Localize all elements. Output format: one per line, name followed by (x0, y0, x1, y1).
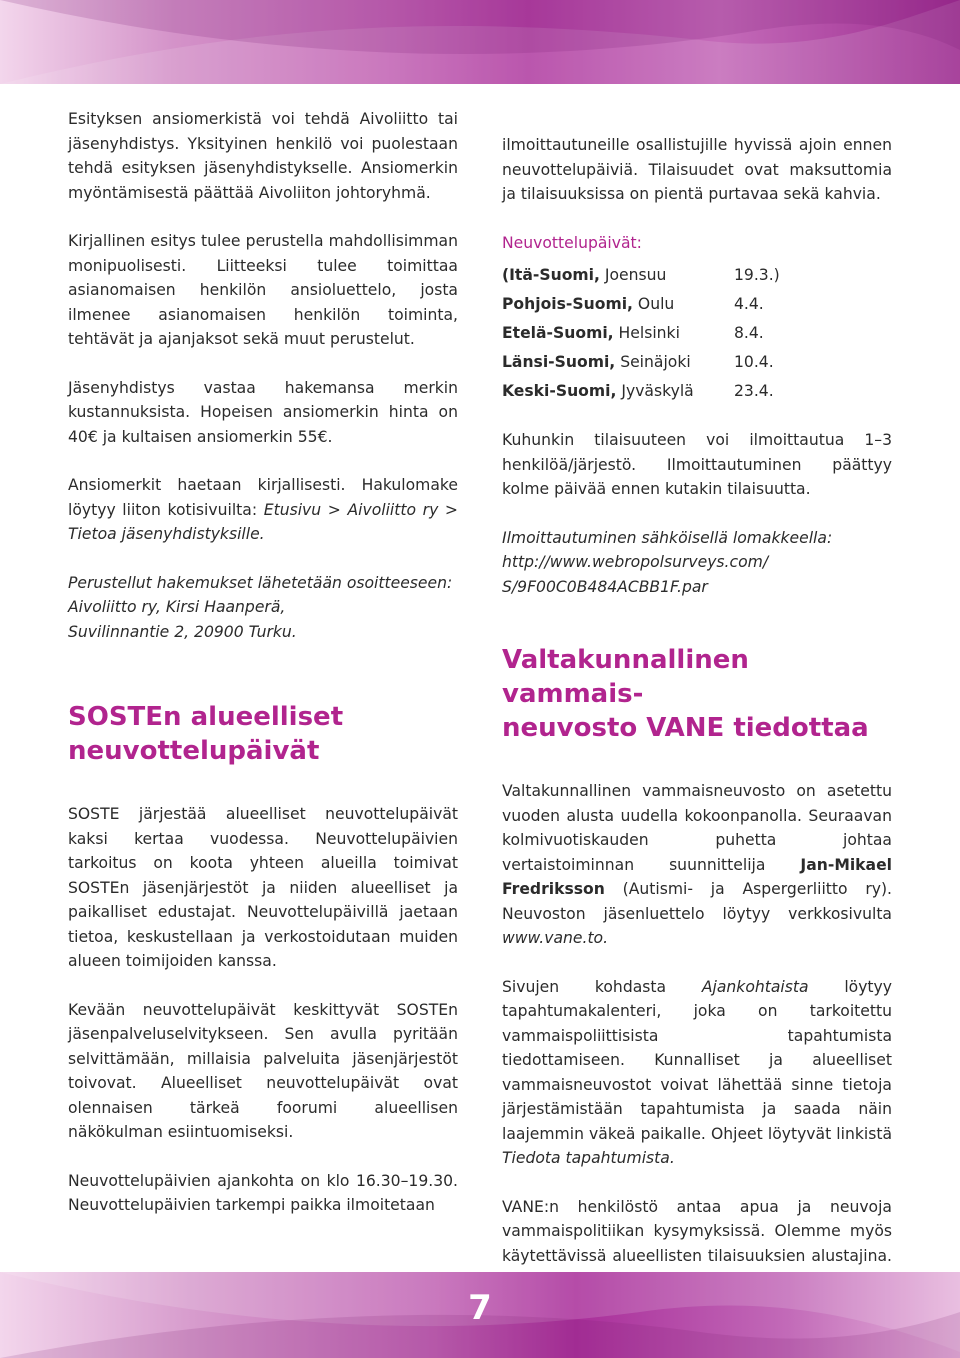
schedule-row (502, 261, 780, 290)
page-number: 7 (468, 1288, 492, 1328)
site-path: Etusivu > Aivoliitto ry > Tietoa jäsenyhdistyksille. (68, 500, 458, 543)
paragraph (502, 975, 892, 1171)
paragraph-text: Ansiomerkit haetaan kirjallisesti. Hakulomake löytyy liiton kotisivuilta: (68, 476, 458, 519)
address-line: Aivoliitto ry, Kirsi Haanperä, (68, 598, 286, 616)
paragraph-text: (Autismi- ja Aspergerliitto ry). Neuvoston jäsenluettelo löytyy verkkosivulta (502, 880, 892, 923)
heading-line: neuvottelupäivät (68, 736, 320, 766)
region-name: Etelä-Suomi, (502, 324, 614, 343)
paragraph: VANE:n henkilöstö antaa apua ja neuvoja vammaispolitiikan kysymyksissä. Olemme myös käytettävissä alueellisten tilaisuuksien alustajina. (502, 1197, 892, 1265)
address-line: Suvilinnantie 2, 20900 Turku. (68, 622, 297, 641)
paragraph: Kuhunkin tilaisuuteen voi ilmoittautua 1–3 henkilöä/järjestö. Ilmoittautuminen päättyy kolme päivää ennen kutakin tilaisuutta. (502, 431, 892, 498)
city-name: Oulu (632, 295, 675, 314)
address-block (68, 571, 458, 645)
person-name: Jan-Mikael Fredriksson (502, 855, 892, 898)
schedule-row (502, 377, 780, 406)
schedule-row (502, 348, 780, 377)
paragraph: Neuvottelupäivien ajankohta on klo 16.30–19.30. Neuvottelupäivien tarkempi paikka ilmoitetaan (68, 1171, 458, 1214)
paragraph: Esityksen ansiomerkistä voi tehdä Aivoliitto tai jäsenyhdistys. Yksityinen henkilö voi puolestaan tehdä esityksen jäsenyhdistykselle. Ansiomerkin myöntämisestä päättää Aivoliiton johtoryhmä. (68, 110, 458, 202)
schedule-title: Neuvottelupäivät: (502, 233, 642, 252)
heading-line: neuvosto VANE tiedottaa (502, 713, 869, 743)
registration-block (502, 526, 892, 600)
registration-link[interactable]: S/9F00C0B484ACBB1F.par (502, 577, 708, 596)
heading-line: SOSTEn alueelliset (68, 702, 344, 732)
address-line: Perustellut hakemukset lähetetään osoitteeseen: (68, 573, 453, 592)
schedule-row (502, 290, 780, 319)
paragraph: Kirjallinen esitys tulee perustella mahdollisimman monipuolisesti. Liitteeksi tulee toimittaa asianomaisen henkilön ansioluettelo, josta ilmenee asianomaisen henkilön toiminta, tehtävät ja ajanjaksot sekä muut perustelut. (68, 232, 458, 348)
event-date: 4.4. (734, 295, 764, 314)
registration-label: Ilmoittautuminen sähköisellä lomakkeella: (502, 528, 833, 547)
city-name: Joensuu (599, 266, 667, 285)
top-decor-band (0, 0, 960, 84)
left-column (68, 107, 458, 1242)
paragraph-text: Sivujen kohdasta (502, 977, 702, 996)
paragraph: ilmoittautuneille osallistujille hyvissä ajoin ennen neuvottelupäiviä. Tilaisuudet ovat maksuttomia ja tilaisuuksissa on pientä purtavaa sekä kahvia. (502, 136, 892, 203)
website-link[interactable]: www.vane.to. (502, 929, 609, 947)
heading-line: Valtakunnallinen vammais- (502, 645, 749, 709)
region-name: Pohjois-Suomi, (502, 295, 633, 314)
paragraph (502, 779, 892, 951)
paragraph (68, 473, 458, 547)
city-name: Jyväskylä (616, 382, 694, 401)
paragraph-text: Valtakunnallinen vammaisneuvosto on asetettu vuoden alusta uudella kokoonpanolla. Seuraavan kolmivuotiskauden puhetta johtaa vertaistoiminnan suunnittelija (502, 782, 892, 874)
event-date: 10.4. (734, 353, 774, 372)
region-name: (Itä-Suomi, (502, 266, 600, 285)
region-name: Länsi-Suomi, (502, 353, 616, 372)
schedule-row (502, 319, 780, 348)
region-name: Keski-Suomi, (502, 382, 617, 401)
section-heading (502, 643, 892, 745)
city-name: Helsinki (613, 324, 680, 343)
right-column (502, 133, 892, 1341)
section-name: Ajankohtaista (701, 977, 809, 996)
paragraph: Kevään neuvottelupäivät keskittyvät SOSTEn jäsenpalveluselvitykseen. Sen avulla pyritään selvittämään, millaisia palveluita jäsenjärjestöt toivovat. Alueelliset neuvottelupäivät ovat olennaisen tärkeä foorumi alueellisen näkökulman esiintuomiseksi. (68, 1000, 458, 1141)
schedule-table (502, 261, 780, 406)
event-date: 8.4. (734, 324, 764, 343)
event-date: 23.4. (734, 382, 774, 401)
top-swoosh-graphic (0, 0, 960, 84)
paragraph: SOSTE järjestää alueelliset neuvottelupäivät kaksi kertaa vuodessa. Neuvottelupäivien tarkoitus on koota yhteen alueilla toimivat SOSTEn jäsenjärjestöt ja niiden alueelliset ja paikalliset edustajat. Neuvottelupäivillä jaetaan tietoa, keskustellaan ja verkostoidutaan muiden alueen toimijoiden kanssa. (68, 805, 458, 970)
info-link[interactable]: Tiedota tapahtumista. (502, 1149, 675, 1167)
paragraph-text: löytyy tapahtumakalenteri, joka on tarkoitettu vammaispoliittisista tapahtumista tiedottamiseen. Kunnalliset ja alueelliset vammaisneuvostot voivat lähettää sinne tietoja järjestämistään tapahtumista ja saada näin laajemmin väkeä paikalle. Ohjeet löytyvät linkistä (502, 977, 892, 1143)
section-heading (68, 700, 458, 768)
paragraph: Jäsenyhdistys vastaa hakemansa merkin kustannuksista. Hopeisen ansiomerkin hinta on 40€ ja kultaisen ansiomerkin 55€. (68, 378, 458, 446)
event-date: 19.3.) (734, 266, 780, 285)
registration-link[interactable]: http://www.webropolsurveys.com/ (502, 553, 769, 571)
city-name: Seinäjoki (615, 353, 691, 372)
